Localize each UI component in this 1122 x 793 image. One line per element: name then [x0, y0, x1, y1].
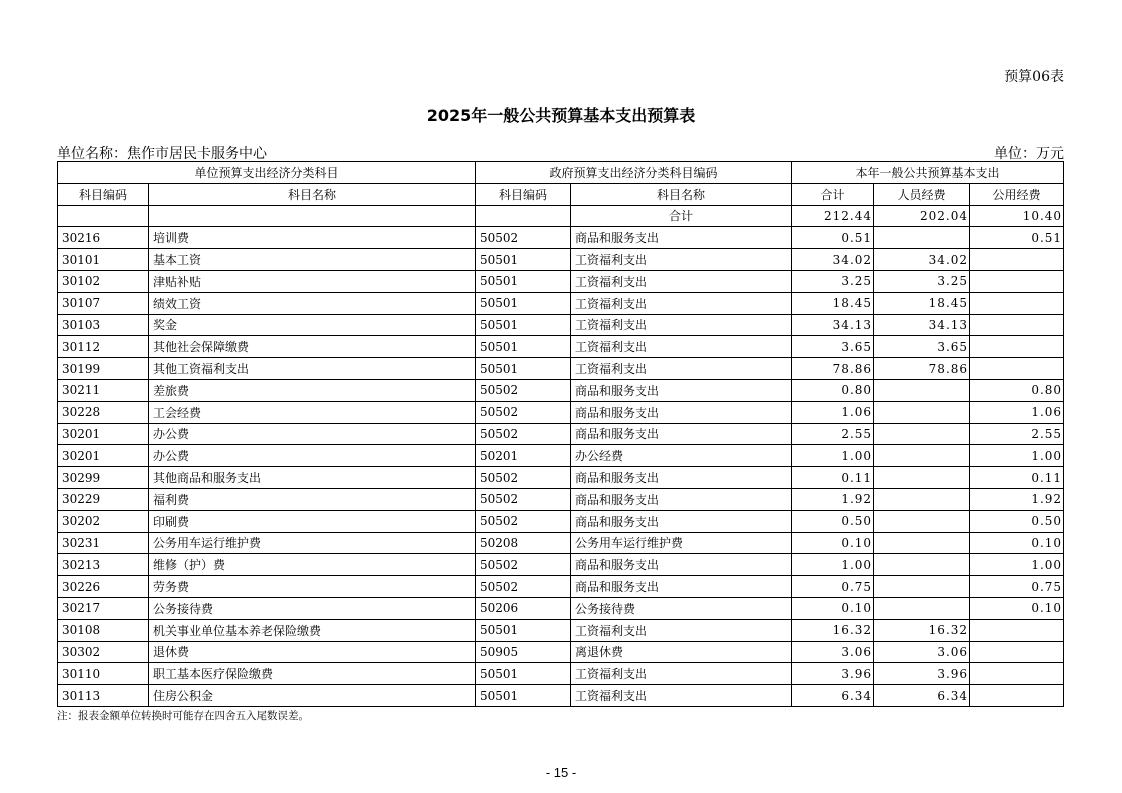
account-code: 30217	[58, 597, 149, 619]
amount-personnel	[874, 510, 970, 532]
table-row	[58, 685, 1064, 707]
account-code: 30231	[58, 532, 149, 554]
gov-name: 工资福利支出	[571, 270, 792, 292]
amount-total: 1.92	[792, 488, 874, 510]
account-name: 公务接待费	[149, 597, 476, 619]
gov-code: 50206	[476, 597, 571, 619]
account-code: 30211	[58, 379, 149, 401]
gov-name: 商品和服务支出	[571, 467, 792, 489]
table-row	[58, 423, 1064, 445]
group-header-budget: 本年一般公共预算基本支出	[792, 162, 1064, 184]
empty-cell	[149, 205, 476, 227]
account-code: 30113	[58, 685, 149, 707]
account-code: 30103	[58, 314, 149, 336]
account-code: 30228	[58, 401, 149, 423]
account-code: 30213	[58, 554, 149, 576]
total-label: 合计	[571, 205, 792, 227]
account-name: 职工基本医疗保险缴费	[149, 663, 476, 685]
table-row	[58, 358, 1064, 380]
gov-name: 商品和服务支出	[571, 379, 792, 401]
total-public: 10.40	[970, 205, 1064, 227]
account-code: 30110	[58, 663, 149, 685]
amount-public	[970, 270, 1064, 292]
account-code: 30201	[58, 445, 149, 467]
table-row	[58, 379, 1064, 401]
amount-total: 0.10	[792, 597, 874, 619]
gov-name: 工资福利支出	[571, 249, 792, 271]
amount-public	[970, 314, 1064, 336]
account-name: 公务用车运行维护费	[149, 532, 476, 554]
empty-cell	[476, 205, 571, 227]
gov-name: 工资福利支出	[571, 336, 792, 358]
amount-total: 1.00	[792, 554, 874, 576]
empty-cell	[58, 205, 149, 227]
amount-total: 0.10	[792, 532, 874, 554]
amount-total: 0.51	[792, 227, 874, 249]
amount-total: 18.45	[792, 292, 874, 314]
gov-name: 离退休费	[571, 641, 792, 663]
gov-code: 50501	[476, 663, 571, 685]
amount-personnel	[874, 423, 970, 445]
gov-name: 工资福利支出	[571, 685, 792, 707]
amount-public: 0.11	[970, 467, 1064, 489]
amount-total: 34.02	[792, 249, 874, 271]
amount-public	[970, 249, 1064, 271]
gov-code: 50501	[476, 270, 571, 292]
account-name: 印刷费	[149, 510, 476, 532]
gov-code: 50502	[476, 423, 571, 445]
unit-name: 单位名称：焦作市居民卡服务中心	[57, 146, 267, 162]
amount-total: 2.55	[792, 423, 874, 445]
account-code: 30201	[58, 423, 149, 445]
amount-total: 78.86	[792, 358, 874, 380]
amount-personnel: 3.06	[874, 641, 970, 663]
gov-code: 50501	[476, 292, 571, 314]
amount-total: 1.00	[792, 445, 874, 467]
amount-public	[970, 685, 1064, 707]
amount-personnel	[874, 401, 970, 423]
account-code: 30101	[58, 249, 149, 271]
account-code: 30202	[58, 510, 149, 532]
table-row	[58, 641, 1064, 663]
account-code: 30199	[58, 358, 149, 380]
group-header-gov: 政府预算支出经济分类科目编码	[476, 162, 792, 184]
gov-name: 工资福利支出	[571, 292, 792, 314]
gov-code: 50502	[476, 379, 571, 401]
table-row	[58, 467, 1064, 489]
currency-unit: 单位：万元	[994, 146, 1064, 162]
amount-public: 0.50	[970, 510, 1064, 532]
gov-name: 公务用车运行维护费	[571, 532, 792, 554]
table-row	[58, 619, 1064, 641]
gov-name: 工资福利支出	[571, 663, 792, 685]
amount-public: 0.10	[970, 597, 1064, 619]
gov-name: 商品和服务支出	[571, 401, 792, 423]
gov-name: 商品和服务支出	[571, 488, 792, 510]
account-code: 30299	[58, 467, 149, 489]
amount-personnel: 78.86	[874, 358, 970, 380]
gov-name: 商品和服务支出	[571, 554, 792, 576]
amount-personnel: 3.96	[874, 663, 970, 685]
amount-public: 0.80	[970, 379, 1064, 401]
form-number: 预算06表	[1004, 69, 1064, 85]
gov-name: 办公经费	[571, 445, 792, 467]
amount-public: 1.92	[970, 488, 1064, 510]
gov-code: 50501	[476, 314, 571, 336]
amount-personnel	[874, 445, 970, 467]
amount-personnel	[874, 597, 970, 619]
account-code: 30229	[58, 488, 149, 510]
gov-code: 50501	[476, 619, 571, 641]
amount-total: 3.06	[792, 641, 874, 663]
amount-public	[970, 619, 1064, 641]
amount-public: 0.10	[970, 532, 1064, 554]
amount-public: 0.51	[970, 227, 1064, 249]
amount-total: 6.34	[792, 685, 874, 707]
gov-name: 商品和服务支出	[571, 423, 792, 445]
column-header: 人员经费	[874, 183, 970, 205]
amount-public: 1.00	[970, 445, 1064, 467]
total-row	[58, 205, 1064, 227]
gov-code: 50502	[476, 576, 571, 598]
table-row	[58, 597, 1064, 619]
account-code: 30102	[58, 270, 149, 292]
total-personnel: 202.04	[874, 205, 970, 227]
amount-personnel: 34.02	[874, 249, 970, 271]
gov-code: 50502	[476, 467, 571, 489]
table-row	[58, 488, 1064, 510]
table-row	[58, 314, 1064, 336]
amount-public: 0.75	[970, 576, 1064, 598]
gov-code: 50905	[476, 641, 571, 663]
account-name: 津贴补贴	[149, 270, 476, 292]
table-row	[58, 445, 1064, 467]
amount-public	[970, 358, 1064, 380]
account-name: 福利费	[149, 488, 476, 510]
table-row	[58, 663, 1064, 685]
amount-public	[970, 641, 1064, 663]
amount-public: 2.55	[970, 423, 1064, 445]
gov-code: 50501	[476, 249, 571, 271]
table-row	[58, 554, 1064, 576]
gov-code: 50502	[476, 488, 571, 510]
column-header-row	[58, 183, 1064, 205]
gov-code: 50502	[476, 401, 571, 423]
account-name: 办公费	[149, 423, 476, 445]
gov-name: 商品和服务支出	[571, 510, 792, 532]
amount-personnel	[874, 488, 970, 510]
amount-total: 0.50	[792, 510, 874, 532]
account-name: 差旅费	[149, 379, 476, 401]
gov-code: 50208	[476, 532, 571, 554]
account-code: 30108	[58, 619, 149, 641]
table-row	[58, 576, 1064, 598]
budget-table	[57, 161, 1064, 707]
account-name: 维修（护）费	[149, 554, 476, 576]
footnote: 注：报表金额单位转换时可能存在四舍五入尾数误差。	[57, 710, 309, 722]
account-name: 其他社会保障缴费	[149, 336, 476, 358]
table-row	[58, 510, 1064, 532]
account-code: 30112	[58, 336, 149, 358]
amount-public: 1.06	[970, 401, 1064, 423]
account-name: 劳务费	[149, 576, 476, 598]
column-header: 合计	[792, 183, 874, 205]
gov-code: 50502	[476, 227, 571, 249]
amount-total: 34.13	[792, 314, 874, 336]
column-header: 科目编码	[58, 183, 149, 205]
page-number: - 15 -	[545, 765, 577, 780]
gov-name: 工资福利支出	[571, 314, 792, 336]
account-name: 奖金	[149, 314, 476, 336]
amount-total: 3.25	[792, 270, 874, 292]
group-header-unit: 单位预算支出经济分类科目	[58, 162, 476, 184]
account-name: 机关事业单位基本养老保险缴费	[149, 619, 476, 641]
amount-personnel: 34.13	[874, 314, 970, 336]
amount-personnel	[874, 227, 970, 249]
account-code: 30216	[58, 227, 149, 249]
amount-personnel	[874, 576, 970, 598]
gov-code: 50501	[476, 358, 571, 380]
account-name: 住房公积金	[149, 685, 476, 707]
amount-total: 16.32	[792, 619, 874, 641]
amount-personnel	[874, 532, 970, 554]
amount-total: 3.65	[792, 336, 874, 358]
amount-total: 0.75	[792, 576, 874, 598]
amount-total: 3.96	[792, 663, 874, 685]
amount-public	[970, 663, 1064, 685]
account-name: 其他工资福利支出	[149, 358, 476, 380]
amount-personnel: 3.65	[874, 336, 970, 358]
account-code: 30226	[58, 576, 149, 598]
amount-personnel	[874, 379, 970, 401]
amount-total: 1.06	[792, 401, 874, 423]
account-name: 办公费	[149, 445, 476, 467]
table-row	[58, 401, 1064, 423]
amount-personnel	[874, 554, 970, 576]
column-header: 公用经费	[970, 183, 1064, 205]
total-amount: 212.44	[792, 205, 874, 227]
amount-public	[970, 336, 1064, 358]
gov-code: 50502	[476, 510, 571, 532]
account-code: 30107	[58, 292, 149, 314]
table-row	[58, 532, 1064, 554]
table-row	[58, 292, 1064, 314]
gov-code: 50501	[476, 336, 571, 358]
table-row	[58, 270, 1064, 292]
table-row	[58, 249, 1064, 271]
amount-personnel: 18.45	[874, 292, 970, 314]
amount-public: 1.00	[970, 554, 1064, 576]
gov-name: 工资福利支出	[571, 619, 792, 641]
gov-code: 50201	[476, 445, 571, 467]
amount-personnel: 16.32	[874, 619, 970, 641]
table-row	[58, 227, 1064, 249]
account-name: 退休费	[149, 641, 476, 663]
group-header-row	[58, 162, 1064, 184]
gov-name: 商品和服务支出	[571, 227, 792, 249]
account-name: 培训费	[149, 227, 476, 249]
gov-name: 公务接待费	[571, 597, 792, 619]
amount-total: 0.11	[792, 467, 874, 489]
amount-public	[970, 292, 1064, 314]
account-name: 工会经费	[149, 401, 476, 423]
column-header: 科目名称	[571, 183, 792, 205]
column-header: 科目名称	[149, 183, 476, 205]
column-header: 科目编码	[476, 183, 571, 205]
table-row	[58, 336, 1064, 358]
amount-total: 0.80	[792, 379, 874, 401]
amount-personnel: 3.25	[874, 270, 970, 292]
gov-name: 商品和服务支出	[571, 576, 792, 598]
gov-code: 50501	[476, 685, 571, 707]
page-title: 2025年一般公共预算基本支出预算表	[426, 106, 696, 125]
gov-name: 工资福利支出	[571, 358, 792, 380]
account-name: 绩效工资	[149, 292, 476, 314]
amount-personnel	[874, 467, 970, 489]
account-name: 基本工资	[149, 249, 476, 271]
gov-code: 50502	[476, 554, 571, 576]
amount-personnel: 6.34	[874, 685, 970, 707]
account-code: 30302	[58, 641, 149, 663]
account-name: 其他商品和服务支出	[149, 467, 476, 489]
